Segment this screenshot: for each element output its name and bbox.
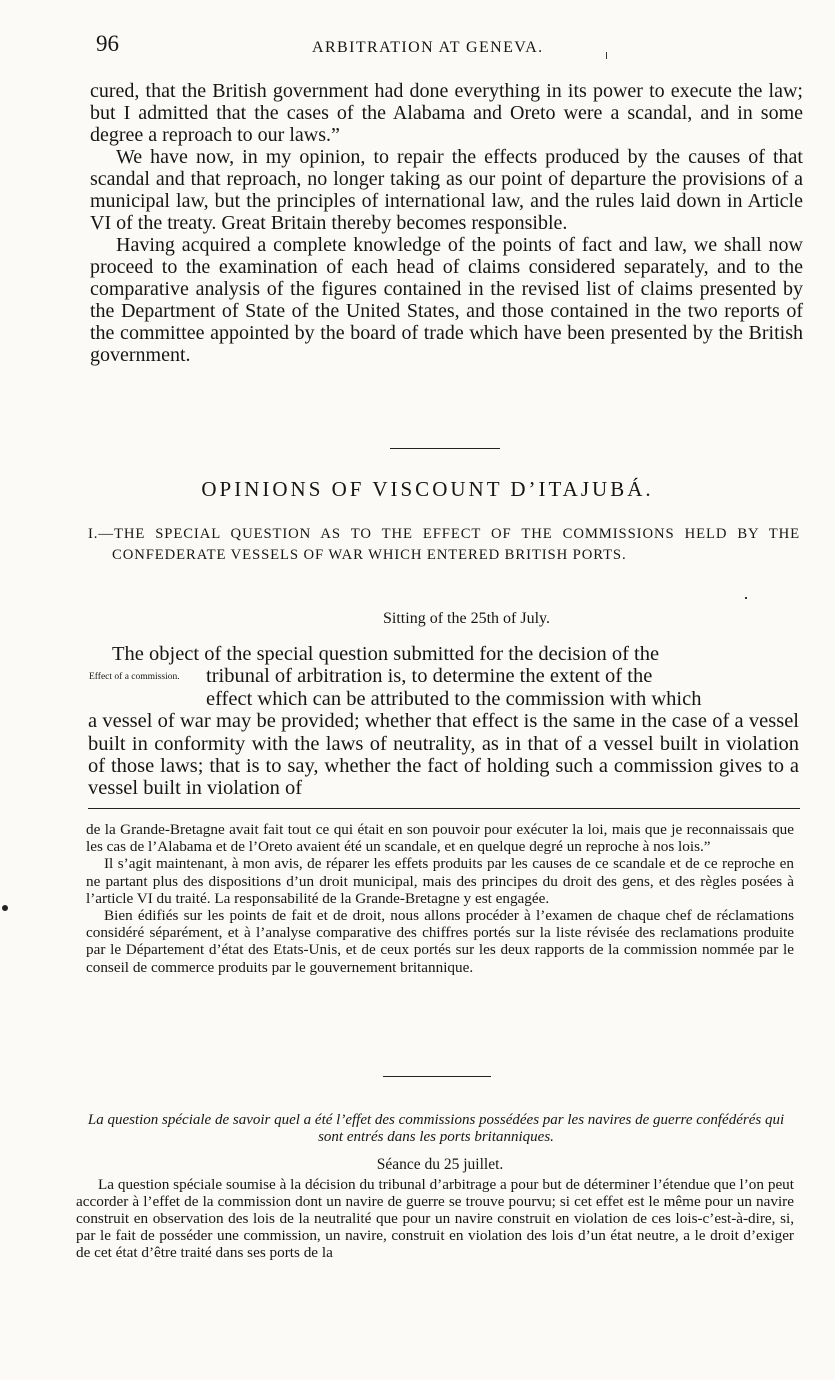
section-title: OPINIONS OF VISCOUNT D’ITAJUBÁ. — [201, 477, 654, 501]
sitting-date — [90, 609, 795, 629]
page-number: 96 — [96, 31, 119, 56]
french-divider — [383, 1076, 491, 1077]
print-mark — [606, 52, 607, 59]
body-line: The object of the special question submitted for the decision of the — [112, 643, 660, 665]
print-mark — [2, 905, 8, 911]
margin-note: Effect of a commission. — [89, 672, 180, 682]
page-header — [96, 30, 801, 60]
french-paragraph: Il s’agit maintenant, à mon avis, de réparer les effets produits par les causes de ce scandale et de ce reproche en ne partant plus des dispositions d’un droit municipal, mais des principes du droit des gens, et des règles posées à l’article VI du traité. La responsabilité de la Grande-Bretagne y est engagée. — [86, 855, 794, 907]
english-intro-text — [90, 80, 803, 366]
french-seance-date: Séance du 25 juillet. — [376, 1156, 504, 1173]
french-paragraph: La question spéciale soumise à la décision du tribunal d’arbitrage a pour but de déterminer l’étendue que l’on peut accorder à l’effet de la commission dont un navire de guerre se trouve pourvu; si cet effet est le même pour un navire construit en observation des lois de la neutralité que pour un navire construit en violation de ces lois-c’est-à-dire, si, par le fait de posséder une commission, un navire, construit en violation des lois d’un état neutre, a le droit d’exiger de cet état d’être traité dans ses ports de la — [76, 1176, 794, 1261]
paragraph: Having acquired a complete knowledge of the points of fact and law, we shall now proceed to the examination of each head of claims considered separately, and to the comparative analysis of the figures contained in the revised list of claims presented by the Department of State of the United States, and those contained in the two reports of the committee appointed by the board of trade which have been presented by the British government. — [90, 234, 803, 366]
opinion-body — [88, 643, 799, 800]
print-mark — [745, 597, 747, 599]
french-text — [86, 821, 794, 976]
french-closing-text — [76, 1176, 794, 1261]
footnote-rule — [88, 808, 800, 809]
paragraph: cured, that the British government had done everything in its power to execute the law; but I admitted that the cases of the Alabama and Oreto were a scandal, and in some degree a reproach to our laws.” — [90, 80, 803, 146]
french-question-heading: La question spéciale de savoir quel a été l’effet des commissions possédées par les navires de guerre confédérés qui sont entrés dans les ports britanniques. — [87, 1112, 785, 1145]
body-line: effect which can be attributed to the commission with which — [206, 687, 702, 710]
body-line: a vessel of war may be provided; whether that effect is the same in the case of a vessel built in conformity with the laws of neutrality, as in that of a vessel built in violation of those laws; that is to say, whether the fact of holding such a commission gives to a vessel built in violation of — [88, 710, 799, 800]
paragraph: We have now, in my opinion, to repair the effects produced by the causes of that scandal and that reproach, no longer taking as our point of departure the provisions of a municipal law, but the principles of international law, and the rules laid down in Article VI of the treaty. Great Britain thereby becomes responsible. — [90, 146, 803, 234]
section-divider — [390, 448, 500, 449]
sitting-date-text: Sitting of the 25th of July. — [383, 610, 550, 627]
section-subheading: I.—THE SPECIAL QUESTION AS TO THE EFFECT OF THE COMMISSIONS HELD BY THE CONFEDERATE VESSELS OF WAR WHICH ENTERED BRITISH PORTS. — [88, 526, 800, 563]
running-head: ARBITRATION AT GENEVA. — [312, 39, 544, 56]
french-paragraph: Bien édifiés sur les points de fait et de droit, nous allons procéder à l’examen de chaque chef de réclamations considéré séparément, et à l’analyse comparative des chiffres portés sur la liste révisée des reclamations produite par le Département d’état des Etats-Unis, et de ceux portés sur les deux rapports de la commission nommée par le conseil de commerce produits par le gouvernement britannique. — [86, 907, 794, 976]
french-paragraph: de la Grande-Bretagne avait fait tout ce qui était en son pouvoir pour exécuter la loi, mais que je reconnaissais que les cas de l’Alabama et de l’Oreto avaient été un scandale, et en quelque degré un reproche à nos lois.” — [86, 821, 794, 856]
body-line: tribunal of arbitration is, to determine the extent of the — [206, 665, 653, 688]
